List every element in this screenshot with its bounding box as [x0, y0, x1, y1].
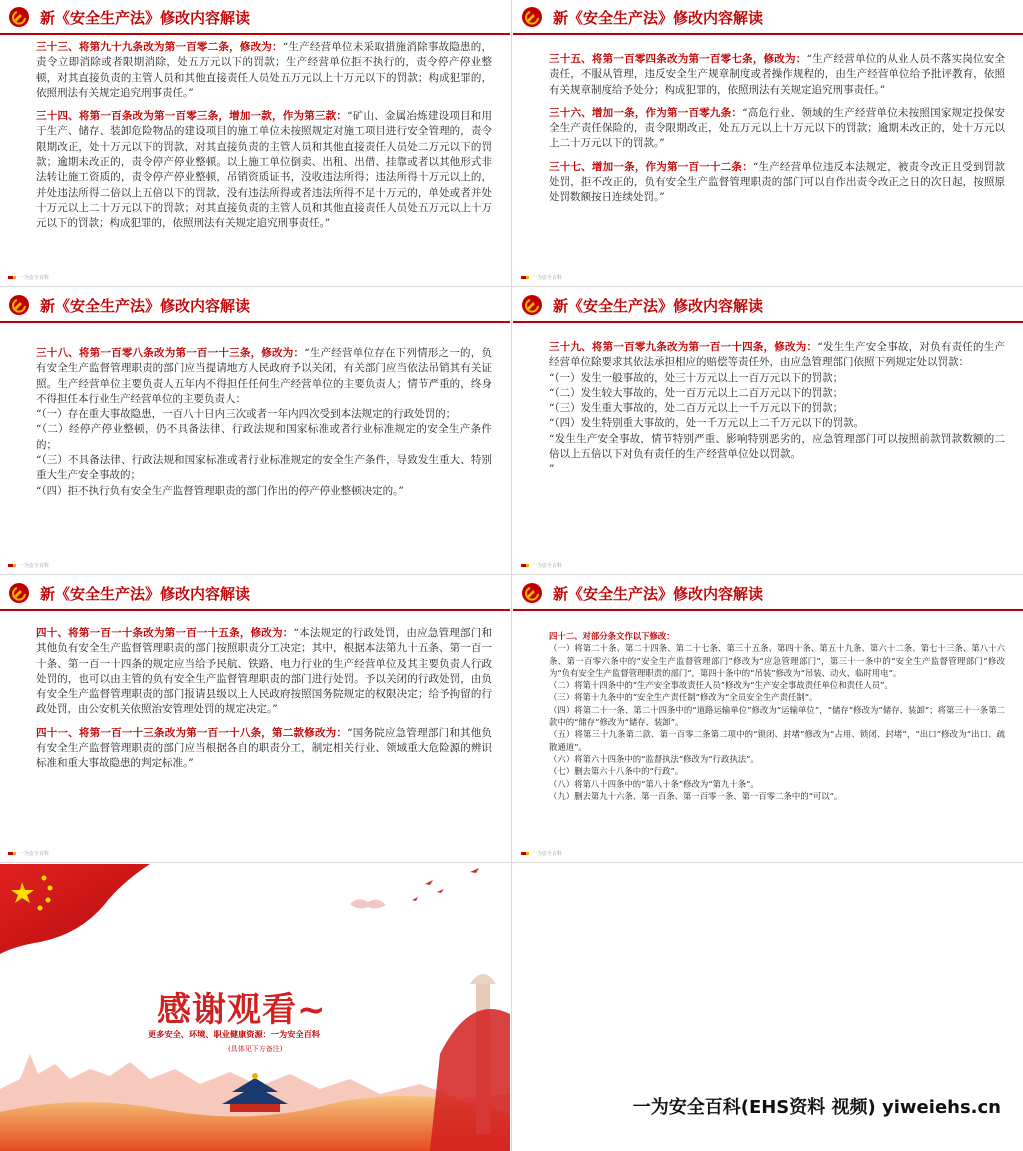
slide-header	[513, 576, 1023, 610]
list-item: “（三）不具备法律、行政法规和国家标准或者行业标准规定的安全生产条件，导致发生重大、特别重大生产安全事故的；	[36, 454, 492, 482]
thanks-panel	[0, 864, 510, 1151]
slide-thanks	[0, 864, 510, 1151]
slide-body	[549, 630, 1005, 802]
slide-42	[513, 576, 1023, 862]
article-41-heading: 四十一、将第一百一十三条改为第一百一十八条，第二款修改为：	[36, 726, 348, 739]
slide-39	[513, 288, 1023, 574]
slide-header	[0, 0, 510, 34]
footer-logo-icon	[521, 852, 529, 855]
slide-title: 新《安全生产法》修改内容解读	[40, 585, 251, 603]
article-38-heading: 三十八、将第一百零八条改为第一百一十三条，修改为：	[36, 347, 305, 359]
footer-logo-icon	[8, 276, 16, 279]
thanks-title: 感谢观看~	[157, 990, 327, 1030]
footer-logo-icon	[8, 852, 16, 855]
slide-header	[513, 288, 1023, 322]
list-item: “（一）存在重大事故隐患，一百八十日内三次或者一年内四次受到本法规定的行政处罚的；	[36, 408, 457, 421]
slide-title: 新《安全生产法》修改内容解读	[553, 585, 764, 603]
slide-title: 新《安全生产法》修改内容解读	[553, 297, 764, 315]
header-rule	[513, 321, 1023, 323]
birds-icon	[412, 868, 479, 901]
footer-logo-icon	[521, 564, 529, 567]
article-36	[549, 106, 1005, 152]
article-39	[549, 340, 1005, 371]
list-item: （九）删去第九十六条、第一百条、第一百零一条、第一百零二条中的“可以”。	[549, 790, 843, 801]
slide-footer	[8, 562, 49, 569]
thanks-note: (具体见下方备注)	[228, 1045, 283, 1053]
party-emblem-icon	[8, 294, 30, 316]
slide-38	[0, 288, 510, 574]
list-item: “（三）发生重大事故的，处二百万元以上一千万元以下的罚款；	[549, 402, 844, 415]
slide-body	[549, 52, 1005, 214]
slide-footer	[521, 562, 562, 569]
article-36-heading: 三十六、增加一条，作为第一百零九条：	[549, 106, 743, 119]
header-rule	[0, 609, 510, 611]
article-42-heading: 四十二、对部分条文作以下修改：	[549, 631, 675, 641]
list-item: （六）将第六十四条中的“监督执法”修改为“行政执法”。	[549, 753, 759, 764]
list-item: （四）将第二十一条、第二十四条中的“道路运输单位”修改为“运输单位”，“储存”修改为“储存、装卸”；将第三十一条第二款中的“储存”修改为“储存、装卸”。	[549, 704, 1005, 728]
article-35	[549, 52, 1005, 98]
footer-logo-icon	[8, 564, 16, 567]
party-emblem-icon	[8, 6, 30, 28]
star-icon	[38, 906, 43, 911]
slide-header	[513, 0, 1023, 34]
horizontal-divider	[0, 286, 1023, 287]
footer-text: 一为安全百科	[19, 275, 50, 281]
article-36-text: “高危行业、领域的生产经营单位未按照国家规定投保安全生产责任保险的，责令限期改正，处五万元以上十万元以下的罚款；逾期未改正的，处十万元以上二十万元以下的罚款。”	[549, 106, 1005, 150]
flag-icon	[0, 864, 150, 954]
slide-footer	[8, 274, 49, 281]
slide-footer	[8, 850, 49, 857]
list-item: “（一）发生一般事故的，处三十万元以上一百万元以下的罚款；	[549, 371, 844, 384]
list-item: （五）将第三十九条第二款、第一百零二条第二项中的“锁闭、封堵”修改为“占用、锁闭、封堵”，“出口”修改为“出口、疏散通道”。	[549, 729, 1005, 752]
list-item: （三）将第十九条中的“安全生产责任制”修改为“全员安全生产责任制”。	[549, 692, 818, 703]
star-icon	[46, 898, 51, 903]
slide-body	[36, 626, 492, 780]
article-39-heading: 三十九、将第一百零九条改为第一百一十四条，修改为：	[549, 341, 818, 353]
article-40	[36, 626, 492, 718]
slide-35-37	[513, 0, 1023, 286]
footer-text: 一为安全百科	[532, 275, 563, 281]
slide-header	[0, 288, 510, 322]
thanks-subtitle: 更多安全、环境、职业健康资源：一为安全百科	[148, 1029, 320, 1039]
article-34-text: “矿山、金属冶炼建设项目和用于生产、储存、装卸危险物品的建设项目的施工单位未按照规定对施工项目进行安全管理的，责令限期改正，处十万元以下的罚款，对其直接负责的主管人员和其他直接责任人员处二万元以下的罚款；逾期未改正的，责令停产停业整顿。以上施工单位倒卖、出租、出借、挂靠或者以其他形式非法转让施工资质的，责令停产停业整顿，吊销资质证书，没收违法所得；违法所得十万元以上的，并处违法所得二倍以上五倍以下的罚款，没有违法所得或者违法所得不足十万元的，单处或者并处十万元以上二十万元以下的罚款；对其直接负责的主管人员和其他直接责任人员处五万元以上十万元以下的罚款；构成犯罪的，依照刑法有关规定追究刑事责任。”	[36, 110, 493, 230]
article-34-heading: 三十四、将第一百条改为第一百零三条，增加一款，作为第三款：	[36, 110, 348, 123]
brand-panel	[513, 864, 1023, 1151]
footer-text: 一为安全百科	[532, 563, 563, 569]
list-item: （八）将第八十四条中的“第八十条”修改为“第九十条”。	[549, 778, 759, 789]
header-rule	[0, 321, 510, 323]
slide-body	[36, 40, 492, 240]
list-item: （一）将第二十条、第二十四条、第二十七条、第三十五条、第四十条、第五十九条、第六十二条、第七十三条、第八十六条、第一百零六条中的“安全生产监督管理部门”修改为“应急管理部门”，第三十一条中的“安全生产监督管理部门”修改为“负有安全生产监督管理职责的部门”，第四十条中的“吊装”修改为“吊装、动火、临时用电”。	[549, 643, 1005, 678]
list-item: （二）将第十四条中的“生产安全事故责任人员”修改为“生产安全事故责任单位和责任人员”。	[549, 680, 893, 691]
article-35-heading: 三十五、将第一百零四条改为第一百零七条，修改为：	[549, 53, 807, 65]
article-39-text: “发生生产安全事故，对负有责任的生产经营单位除要求其依法承担相应的赔偿等责任外，由应急管理部门依照下列规定处以罚款：	[549, 341, 1005, 369]
star-icon	[42, 876, 47, 881]
slide-body	[36, 346, 492, 499]
party-emblem-icon	[8, 582, 30, 604]
footer-text: 一为安全百科	[19, 563, 50, 569]
article-40-heading: 四十、将第一百一十条改为第一百一十五条，修改为：	[36, 627, 294, 639]
header-rule	[0, 33, 510, 35]
footer-text: 一为安全百科	[532, 851, 563, 857]
party-emblem-icon	[521, 6, 543, 28]
article-37-text: “生产经营单位违反本法规定，被责令改正且受到罚款处罚，拒不改正的，负有安全生产监督管理职责的部门可以自作出责令改正之日的次日起，按照原处罚数额按日连续处罚。”	[549, 160, 1005, 204]
slide-header	[0, 576, 510, 610]
article-37	[549, 160, 1005, 206]
horizontal-divider	[0, 574, 1023, 575]
slide-footer	[521, 850, 562, 857]
list-item: ”	[549, 463, 555, 476]
article-41	[36, 726, 492, 772]
article-33	[36, 40, 492, 101]
brand-watermark: 一为安全百科(EHS资料 视频) yiweiehs.cn	[632, 1097, 1001, 1118]
footer-text: 一为安全百科	[19, 851, 50, 857]
article-33-heading: 三十三、将第九十九条改为第一百零二条，修改为：	[36, 41, 283, 53]
list-item: “（四）发生特别重大事故的，处一千万元以上二千万元以下的罚款。	[549, 417, 865, 430]
article-37-heading: 三十七、增加一条，作为第一百一十二条：	[549, 160, 753, 173]
article-38	[36, 346, 492, 407]
article-40-text: “本法规定的行政处罚，由应急管理部门和其他负有安全生产监督管理职责的部门按照职责分工决定；其中，根据本法第九十五条、第一百一十条、第一百一十四条的规定应当给予民航、铁路、电力行业的生产经营单位及其主要负责人行政处罚的，也可以由主管的负有安全生产监督管理职责的部门进行处罚。予以关闭的行政处罚，由负有安全生产监督管理职责的部门报请县级以上人民政府按照国务院规定的权限决定；给予拘留的行政处罚，由公安机关依照治安管理处罚的规定决定。”	[36, 627, 492, 716]
cloud-icon	[350, 899, 386, 908]
slide-title: 新《安全生产法》修改内容解读	[40, 297, 251, 315]
slide-title: 新《安全生产法》修改内容解读	[40, 9, 251, 27]
slide-footer	[521, 274, 562, 281]
list-item: “（二）发生较大事故的，处一百万元以上二百万元以下的罚款；	[549, 386, 844, 399]
star-icon	[48, 886, 53, 891]
list-item: “发生生产安全事故，情节特别严重、影响特别恶劣的，应急管理部门可以按照前款罚款数额的二倍以上五倍以下对负有责任的生产经营单位处以罚款。	[549, 432, 1005, 461]
article-35-text: “生产经营单位的从业人员不落实岗位安全责任，不服从管理，违反安全生产规章制度或者操作规程的，由生产经营单位给予批评教育，依照有关规章制度给予处分；构成犯罪的，依照刑法有关规定追究刑事责任。”	[549, 53, 1005, 96]
list-item: “（四）拒不执行负有安全生产监督管理职责的部门作出的停产停业整顿决定的。”	[36, 484, 404, 497]
article-41-text: “国务院应急管理部门和其他负有安全生产监督管理职责的部门应当根据各自的职责分工，制定相关行业、领域重大危险源的辨识标准和重大事故隐患的判定标准。”	[36, 726, 493, 770]
header-rule	[513, 609, 1023, 611]
party-emblem-icon	[521, 294, 543, 316]
horizontal-divider	[0, 862, 1023, 863]
article-33-text: “生产经营单位未采取措施消除事故隐患的，责令立即消除或者限期消除，处五万元以下的罚款；生产经营单位拒不执行的，责令停产停业整顿，对其直接负责的主管人员和其他直接责任人员处五万元以上十万元以下的罚款；构成犯罪的，依照刑法有关规定追究刑事责任。”	[36, 41, 493, 99]
slide-40-41	[0, 576, 510, 862]
list-item: （七）删去第六十八条中的“行政”。	[549, 766, 684, 777]
list-item: “（二）经停产停业整顿，仍不具备法律、行政法规和国家标准或者行业标准规定的安全生产条件的；	[36, 423, 492, 451]
header-rule	[513, 33, 1023, 35]
slide-title: 新《安全生产法》修改内容解读	[553, 9, 764, 27]
article-34	[36, 109, 492, 231]
flag-wave-icon	[430, 1009, 510, 1151]
party-emblem-icon	[521, 582, 543, 604]
article-38-text: “生产经营单位存在下列情形之一的，负有安全生产监督管理职责的部门应当提请地方人民政府予以关闭，有关部门应当依法吊销其有关证照。生产经营单位主要负责人五年内不得担任任何生产经营单位的主要负责人；情节严重的，终身不得担任本行业生产经营单位的主要负责人：	[36, 347, 492, 405]
footer-logo-icon	[521, 276, 529, 279]
vertical-divider	[511, 0, 512, 1151]
slide-33-34	[0, 0, 510, 286]
slide-body	[549, 340, 1005, 478]
